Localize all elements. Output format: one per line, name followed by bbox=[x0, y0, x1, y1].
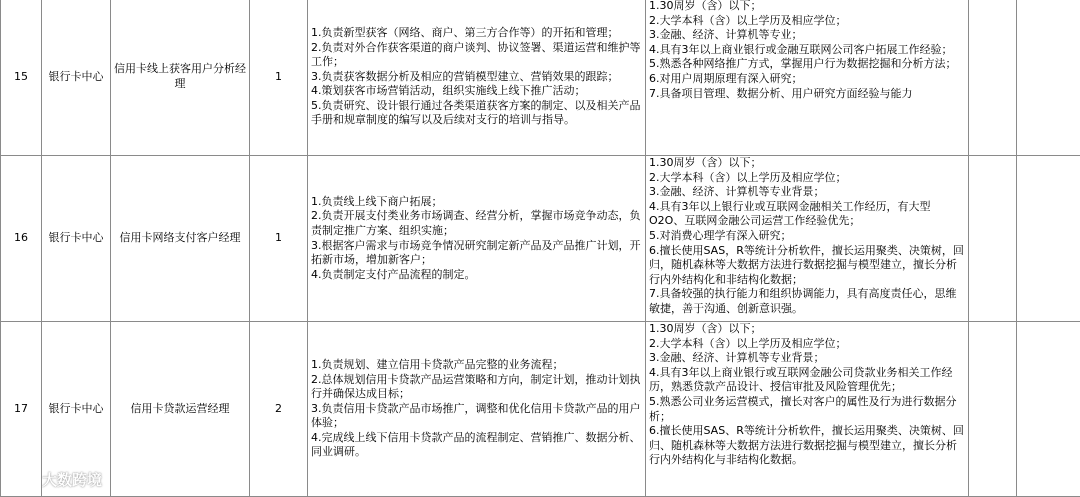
watermark bbox=[4, 468, 102, 490]
headcount-cell: 1 bbox=[250, 0, 308, 156]
duty-line: 1.负责线上线下商户拓展； bbox=[311, 195, 642, 210]
table-row bbox=[1, 0, 1080, 156]
requirement-line: 4.具有3年以上银行业或互联网金融相关工作经历，有大型O2O、互联网金融公司运营工作经验优先； bbox=[649, 200, 965, 229]
duty-line: 2.总体规划信用卡贷款产品运营策略和方向，制定计划，推动计划执行并确保达成目标； bbox=[311, 373, 642, 402]
headcount-cell: 1 bbox=[250, 156, 308, 322]
requirement-line: 1.30周岁（含）以下； bbox=[649, 156, 965, 171]
requirement-line: 5.熟悉各种网络推广方式，掌握用户行为数据挖掘和分析方法； bbox=[649, 57, 965, 72]
requirement-line: 5.熟悉公司业务运营模式，擅长对客户的属性及行为进行数据分析； bbox=[649, 395, 965, 424]
requirement-line: 3.金融、经济、计算机等专业背景； bbox=[649, 185, 965, 200]
table-row bbox=[1, 156, 1080, 322]
requirement-line: 2.大学本科（含）以上学历及相应学位； bbox=[649, 337, 965, 352]
requirement-line: 1.30周岁（含）以下； bbox=[649, 0, 965, 14]
duty-line: 2.负责对外合作获客渠道的商户谈判、协议签署、渠道运营和维护等工作； bbox=[311, 41, 642, 70]
requirement-line: 3.金融、经济、计算机等专业； bbox=[649, 28, 965, 43]
duty-line: 4.完成线上线下信用卡贷款产品的流程制定、营销推广、数据分析、同业调研。 bbox=[311, 431, 642, 460]
duties-cell bbox=[308, 156, 646, 322]
empty-cell bbox=[1017, 0, 1080, 156]
duty-line: 2.负责开展支付类业务市场调查、经营分析，掌握市场竞争动态，负责制定推广方案、组织实施； bbox=[311, 209, 642, 238]
requirement-line: 6.擅长使用SAS，R等统计分析软件，擅长运用聚类、决策树，回归，随机森林等大数据方法进行数据挖掘与模型建立，擅长分析行内外结构化和非结构化数据； bbox=[649, 244, 965, 288]
position-cell: 信用卡线上获客用户分析经理 bbox=[111, 0, 250, 156]
duty-line: 1.负责新型获客（网络、商户、第三方合作等）的开拓和管理； bbox=[311, 26, 642, 41]
requirement-line: 3.金融、经济、计算机等专业背景； bbox=[649, 351, 965, 366]
position-cell: 信用卡贷款运营经理 bbox=[111, 322, 250, 497]
empty-cell bbox=[1017, 322, 1080, 497]
duty-line: 4.负责制定支付产品流程的制定。 bbox=[311, 268, 642, 283]
requirement-line: 1.30周岁（含）以下； bbox=[649, 322, 965, 337]
requirement-line: 2.大学本科（含）以上学历及相应学位； bbox=[649, 171, 965, 186]
empty-cell bbox=[969, 322, 1017, 497]
requirement-line: 7.具备项目管理、数据分析、用户研究方面经验与能力 bbox=[649, 87, 965, 102]
weibo-logo-icon bbox=[4, 468, 38, 490]
duty-line: 3.根据客户需求与市场竞争情况研究制定新产品及产品推广计划，开拓新市场，增加新客户； bbox=[311, 239, 642, 268]
position-cell: 信用卡网络支付客户经理 bbox=[111, 156, 250, 322]
duties-cell bbox=[308, 322, 646, 497]
requirement-line: 2.大学本科（含）以上学历及相应学位； bbox=[649, 14, 965, 29]
duty-line: 4.策划获客市场营销活动，组织实施线上线下推广活动； bbox=[311, 84, 642, 99]
duties-cell bbox=[308, 0, 646, 156]
requirement-line: 6.对用户周期原理有深入研究； bbox=[649, 72, 965, 87]
watermark-text: 大数跨境 bbox=[42, 469, 102, 490]
requirements-cell bbox=[646, 0, 969, 156]
row-number: 16 bbox=[1, 156, 42, 322]
row-number: 17 bbox=[1, 322, 42, 497]
requirement-line: 4.具有3年以上商业银行或金融互联网公司客户拓展工作经验； bbox=[649, 43, 965, 58]
empty-cell bbox=[969, 156, 1017, 322]
row-number: 15 bbox=[1, 0, 42, 156]
empty-cell bbox=[969, 0, 1017, 156]
empty-cell bbox=[1017, 156, 1080, 322]
requirements-cell bbox=[646, 156, 969, 322]
department-cell: 银行卡中心 bbox=[42, 156, 111, 322]
requirement-line: 4.具有3年以上商业银行或互联网金融公司贷款业务相关工作经历，熟悉贷款产品设计、授信审批及风险管理优先； bbox=[649, 366, 965, 395]
department-cell: 银行卡中心 bbox=[42, 322, 111, 497]
table-row bbox=[1, 322, 1080, 497]
duty-line: 3.负责获客数据分析及相应的营销模型建立、营销效果的跟踪； bbox=[311, 70, 642, 85]
duty-line: 5.负责研究、设计银行通过各类渠道获客方案的制定、以及相关产品手册和规章制度的编写以及后续对支行的培训与指导。 bbox=[311, 99, 642, 128]
requirement-line: 6.擅长使用SAS、R等统计分析软件，擅长运用聚类、决策树、回归、随机森林等大数据方法进行数据挖掘与模型建立，擅长分析行内外结构化与非结构化数据。 bbox=[649, 424, 965, 468]
duty-line: 1.负责规划、建立信用卡贷款产品完整的业务流程； bbox=[311, 358, 642, 373]
headcount-cell: 2 bbox=[250, 322, 308, 497]
requirement-line: 7.具备较强的执行能力和组织协调能力，具有高度责任心，思维敏捷，善于沟通、创新意识强。 bbox=[649, 287, 965, 316]
requirements-cell bbox=[646, 322, 969, 497]
requirement-line: 5.对消费心理学有深入研究； bbox=[649, 229, 965, 244]
duty-line: 3.负责信用卡贷款产品市场推广，调整和优化信用卡贷款产品的用户体验； bbox=[311, 402, 642, 431]
department-cell: 银行卡中心 bbox=[42, 0, 111, 156]
